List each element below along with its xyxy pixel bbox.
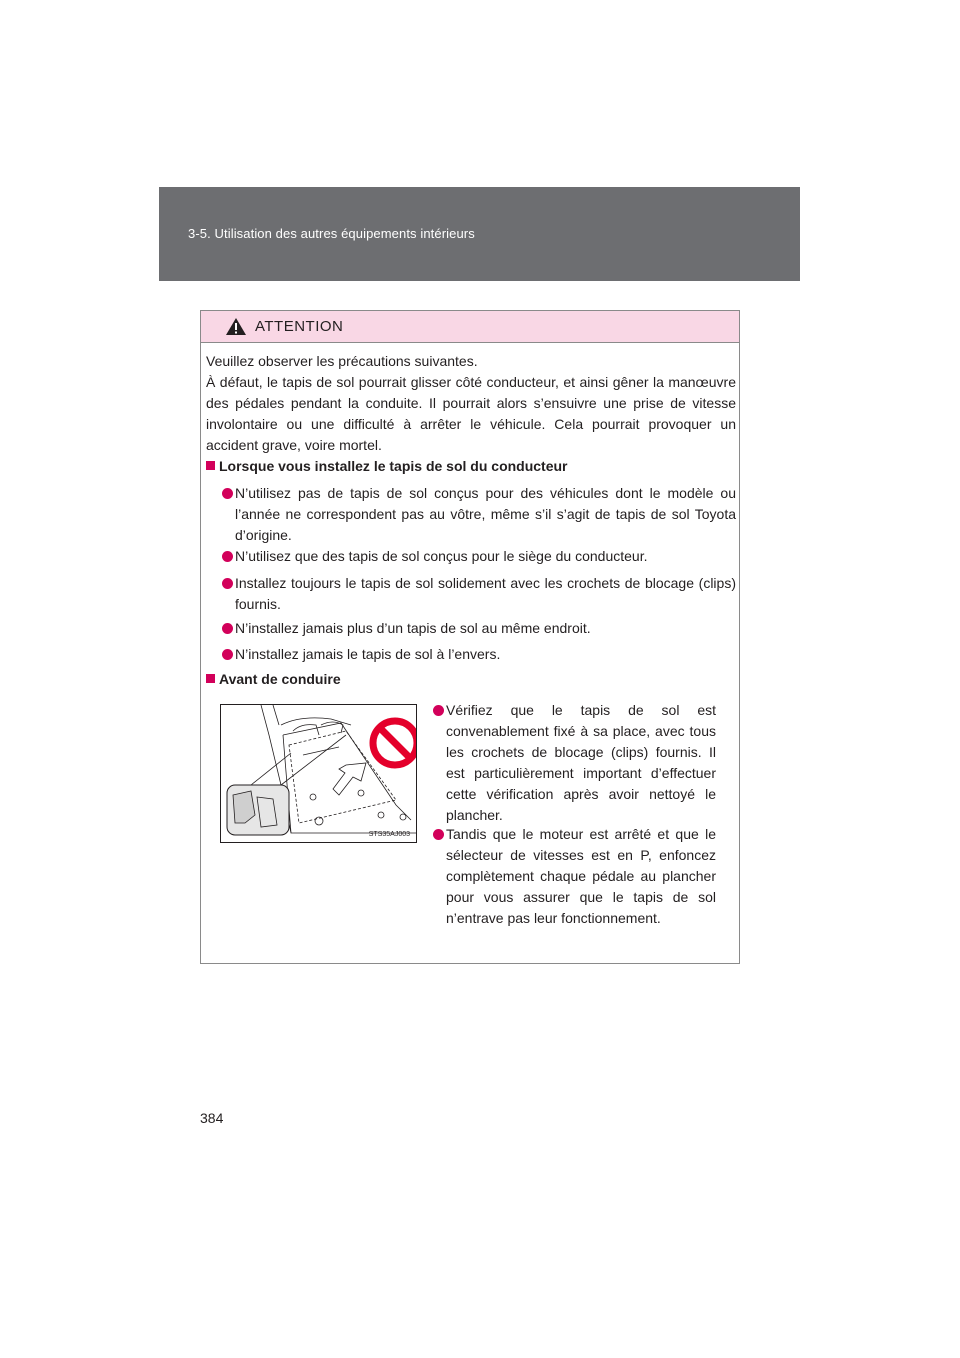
list-item-text: N’installez jamais le tapis de sol à l’envers. bbox=[235, 646, 501, 662]
bullet-icon bbox=[222, 551, 233, 562]
page-number: 384 bbox=[200, 1110, 224, 1126]
warning-title: ATTENTION bbox=[255, 318, 344, 335]
list-item bbox=[433, 824, 716, 929]
list-item bbox=[222, 644, 736, 665]
heading-text: Avant de conduire bbox=[219, 671, 341, 687]
list-item-text: N’installez jamais plus d’un tapis de sol au même endroit. bbox=[235, 620, 591, 636]
square-marker-icon bbox=[206, 674, 215, 683]
bullet-icon bbox=[433, 829, 444, 840]
warning-header bbox=[201, 311, 739, 343]
section-heading-before-driving bbox=[206, 669, 341, 690]
heading-text: Lorsque vous installez le tapis de sol du conducteur bbox=[219, 458, 568, 474]
figure-code: STS35AJ003 bbox=[368, 831, 410, 838]
intro-line-2: À défaut, le tapis de sol pourrait glisser côté conducteur, et ainsi gêner la manœuvre des pédales pendant la conduite. Il pourrait alors s’ensuivre une prise de vitesse involontaire ou une difficulté à arrêter le véhicule. Cela pourrait provoquer un accident grave, voire mortel. bbox=[206, 374, 736, 453]
no-entry-icon bbox=[373, 721, 416, 765]
intro-line-1: Veuillez observer les précautions suivantes. bbox=[206, 353, 478, 369]
warning-box bbox=[200, 310, 740, 964]
list-item-text: Installez toujours le tapis de sol solidement avec les crochets de blocage (clips) fournis. bbox=[235, 575, 736, 612]
list-item bbox=[222, 573, 736, 615]
list-item-text: Vérifiez que le tapis de sol est convenablement fixé à sa place, avec tous les crochets de blocage (clips) fournis. Il est particulièrement important d’effectuer cette vérification après avoir nettoyé le plancher. bbox=[446, 702, 716, 823]
section-header-band bbox=[159, 187, 800, 281]
bullet-icon bbox=[222, 578, 233, 589]
list-item bbox=[433, 700, 716, 826]
list-item bbox=[222, 546, 736, 567]
section-heading-install bbox=[206, 456, 568, 477]
warning-intro bbox=[206, 351, 736, 456]
bullet-icon bbox=[222, 649, 233, 660]
floor-mat-illustration bbox=[220, 704, 417, 843]
list-item bbox=[222, 618, 736, 639]
list-item bbox=[222, 483, 736, 546]
list-item-text: N’utilisez que des tapis de sol conçus pour le siège du conducteur. bbox=[235, 548, 648, 564]
warning-triangle-icon bbox=[225, 317, 247, 336]
section-title: 3-5. Utilisation des autres équipements intérieurs bbox=[188, 226, 475, 241]
bullet-icon bbox=[222, 488, 233, 499]
floor-mat-drawing bbox=[221, 705, 416, 842]
list-item-text: N’utilisez pas de tapis de sol conçus pour des véhicules dont le modèle ou l’année ne correspondent pas au vôtre, même s’il s’agit de tapis de sol Toyota d’origine. bbox=[235, 485, 736, 543]
square-marker-icon bbox=[206, 461, 215, 470]
bullet-icon bbox=[222, 623, 233, 634]
bullet-icon bbox=[433, 705, 444, 716]
list-item-text: Tandis que le moteur est arrêté et que le sélecteur de vitesses est en P, enfoncez complètement chaque pédale au plancher pour vous assurer que le tapis de sol n’entrave pas leur fonctionnement. bbox=[446, 826, 716, 926]
